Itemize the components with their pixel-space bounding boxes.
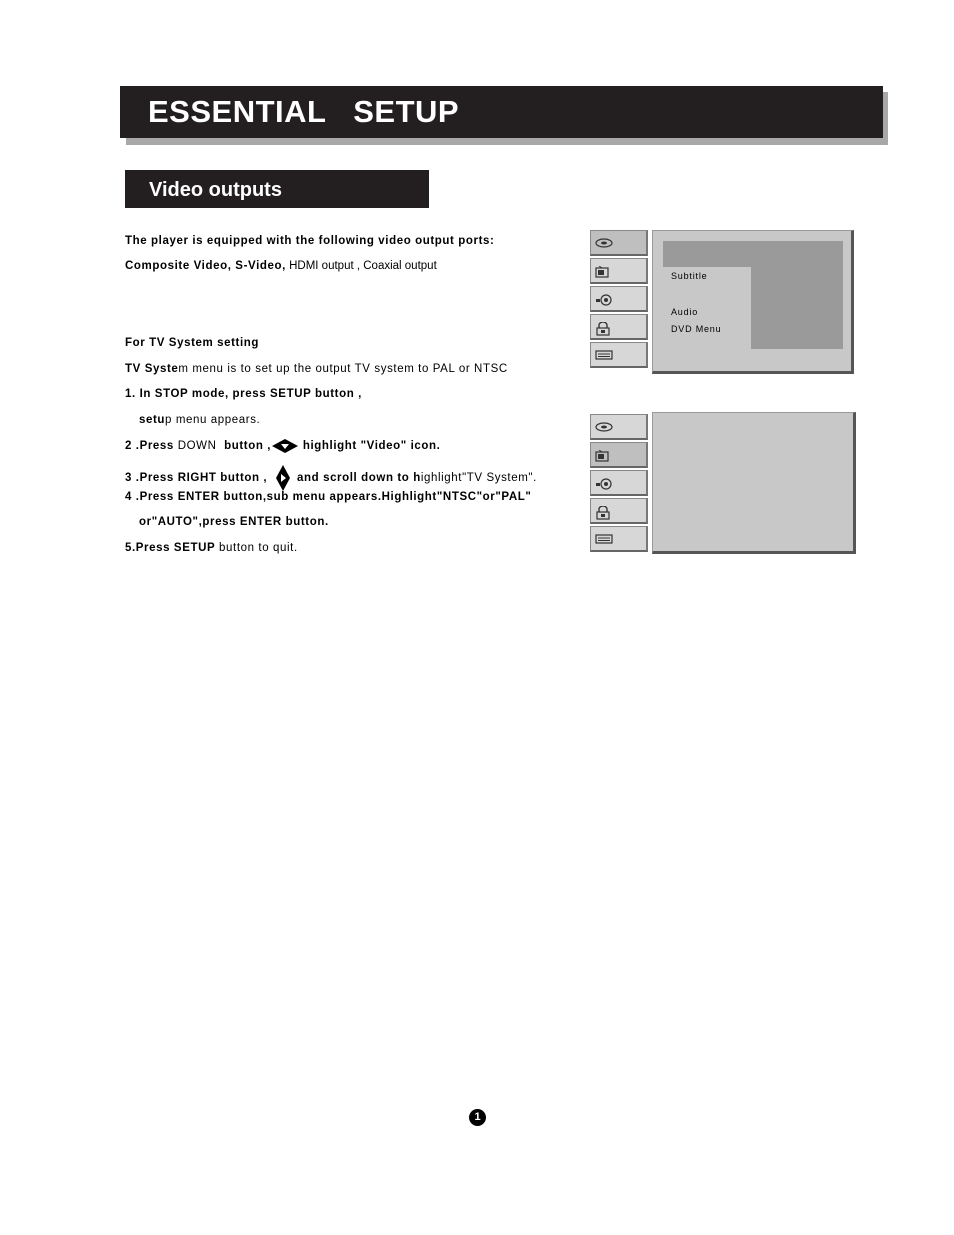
step-2	[125, 438, 440, 454]
menu-item-dvd-menu[interactable]: DVD Menu	[671, 324, 722, 334]
step-1	[125, 387, 362, 401]
page-title: ESSENTIAL SETUP	[148, 94, 460, 129]
step-3-b: and scroll down to h	[293, 472, 421, 485]
tv-system-heading-text: For TV System setting	[125, 337, 260, 349]
step-2-a: 2 .Press	[125, 440, 178, 453]
step-1-cont-bold: setu	[139, 414, 166, 426]
menu-item-subtitle[interactable]: Subtitle	[671, 271, 708, 281]
speaker-icon	[595, 294, 613, 306]
step-1-cont-rest: p menu appears.	[165, 414, 261, 426]
step-2-b: DOWN	[177, 440, 217, 453]
menu-tab-parental[interactable]	[590, 314, 648, 340]
menu2-tab-audio[interactable]	[590, 470, 648, 496]
step-5-a: 5.Press SETUP	[125, 542, 216, 554]
menu2-tab-general[interactable]	[590, 414, 648, 440]
disc-icon	[595, 238, 613, 248]
intro-line-1-text: The player is equipped with the following video output ports:	[125, 235, 495, 247]
step-2-d: highlight "Video" icon.	[299, 440, 441, 453]
step-4-cont-text: or"AUTO",press ENTER button.	[139, 516, 329, 528]
menu2-tab-preferences[interactable]	[590, 526, 648, 552]
menu-tab-preferences[interactable]	[590, 342, 648, 368]
intro-line-1	[125, 234, 494, 248]
page-number: 1	[469, 1109, 486, 1126]
right-arrow-icon	[275, 464, 291, 492]
setup-menu-screen-2	[590, 412, 856, 554]
lock-icon	[595, 506, 611, 520]
intro-ports-rest: HDMI output , Coaxial output	[285, 260, 437, 272]
speaker-icon	[595, 478, 613, 490]
tv-system-heading	[125, 336, 259, 350]
tv-system-desc-bold: TV Syste	[125, 363, 179, 375]
menu-item-audio[interactable]: Audio	[671, 307, 699, 317]
step-5	[125, 541, 298, 555]
down-arrow-icon	[271, 438, 299, 454]
menu-tab-general[interactable]	[590, 230, 648, 256]
step-4	[125, 490, 531, 504]
disc-icon	[595, 422, 613, 432]
setup-menu-screen-1	[590, 230, 854, 374]
intro-line-2	[125, 259, 437, 273]
step-3-a: 3 .Press RIGHT button ,	[125, 472, 268, 485]
lock-icon	[595, 322, 611, 336]
menu-tab-video[interactable]	[590, 258, 648, 284]
menu-panel-1	[652, 230, 854, 374]
tv-system-desc-rest: m menu is to set up the output TV system to PAL or NTSC	[178, 363, 508, 375]
section-title: Video outputs	[149, 179, 282, 201]
step-4-cont	[139, 515, 329, 529]
menu-panel-2	[652, 412, 856, 554]
menu2-tab-video[interactable]	[590, 442, 648, 468]
menu-tab-audio[interactable]	[590, 286, 648, 312]
keyboard-icon	[595, 534, 613, 544]
keyboard-icon	[595, 350, 613, 360]
tv-icon	[595, 266, 611, 278]
step-4-text: 4 .Press ENTER button,sub menu appears.Highlight"NTSC"or"PAL"	[125, 491, 532, 503]
intro-ports-bold: Composite Video, S-Video,	[125, 260, 286, 272]
step-1-cont	[139, 413, 260, 427]
menu-right-column	[751, 267, 843, 349]
header-banner	[120, 86, 883, 138]
step-3	[125, 464, 537, 492]
menu2-tab-parental[interactable]	[590, 498, 648, 524]
menu-highlight-bar	[663, 241, 843, 267]
step-3-c: ighlight"TV System".	[420, 472, 537, 485]
step-1-text: 1. In STOP mode, press SETUP button ,	[125, 388, 362, 400]
step-2-c: button ,	[216, 440, 272, 453]
tv-system-desc	[125, 362, 508, 376]
section-bar	[125, 170, 429, 208]
tv-icon	[595, 450, 611, 462]
step-5-b: button to quit.	[215, 542, 298, 554]
